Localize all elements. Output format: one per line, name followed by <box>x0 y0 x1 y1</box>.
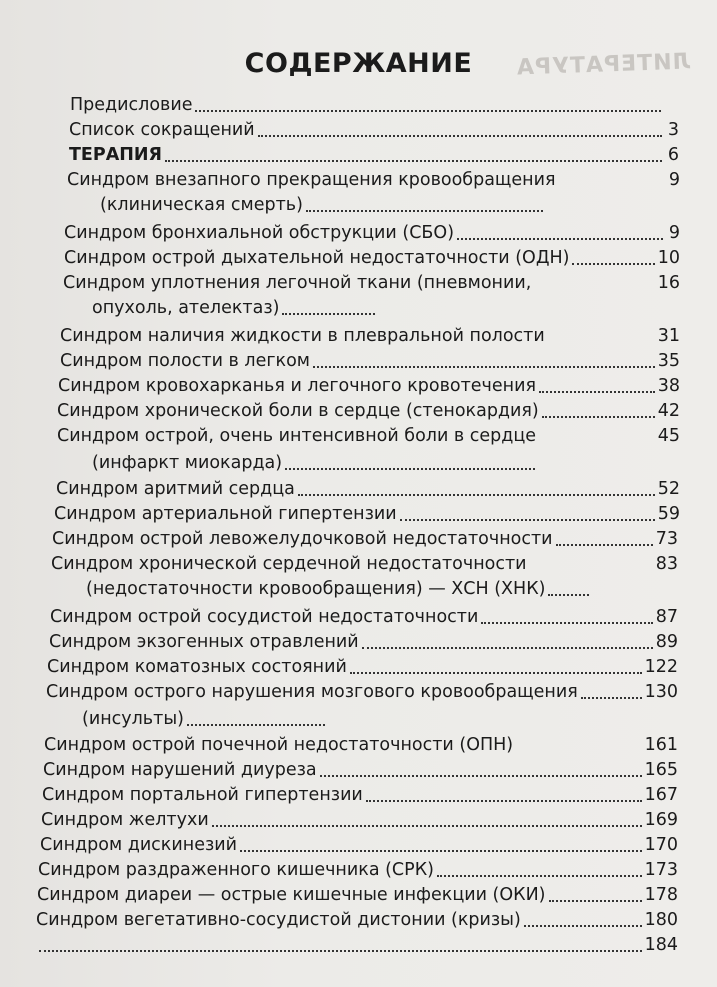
dot-leader <box>524 925 642 927</box>
toc-entry-page: 130 <box>644 682 678 702</box>
toc-entry-page: 178 <box>644 885 678 905</box>
toc-entry[interactable] <box>64 222 680 244</box>
dot-leader <box>285 468 535 470</box>
toc-entry-title: Синдром уплотнения легочной ткани (пневмонии, <box>63 273 532 293</box>
toc-entry-page: 167 <box>644 785 678 805</box>
toc-entry-title: Синдром аритмий сердца <box>56 479 295 499</box>
toc-entry-page: 52 <box>657 479 680 499</box>
toc-entry-title: (инфаркт миокарда) <box>92 453 283 473</box>
dot-leader <box>282 313 375 315</box>
toc-entry[interactable] <box>44 734 678 756</box>
toc-entry-title: (клиническая смерть) <box>100 195 303 215</box>
toc-entry-title: опухоль, ателектаз) <box>92 298 280 318</box>
toc-entry-title: Синдром диареи — острые кишечные инфекции (ОКИ) <box>37 885 546 905</box>
toc-entry-title: Синдром артериальной гипертензии <box>54 504 397 524</box>
dot-leader <box>534 288 654 290</box>
toc-entry[interactable] <box>70 94 678 116</box>
dot-leader <box>457 238 663 240</box>
dot-leader <box>542 416 655 418</box>
dot-leader <box>187 724 325 726</box>
toc-entry-title: Синдром желтухи <box>41 810 209 830</box>
toc-entry-page: 59 <box>657 504 680 524</box>
toc-entry-page: 42 <box>657 401 680 421</box>
toc-entry[interactable] <box>41 809 678 831</box>
toc-entry-continuation[interactable] <box>92 452 552 474</box>
toc-entry-page: 10 <box>657 248 680 268</box>
dot-leader <box>240 850 642 852</box>
toc-entry-page: 89 <box>655 632 678 652</box>
toc-entry-title: (недостаточности кровообращения) — ХСН (ХНК) <box>86 579 546 599</box>
toc-entry[interactable] <box>67 169 680 191</box>
dot-leader <box>350 672 642 674</box>
toc-entry[interactable] <box>52 528 678 550</box>
toc-entry-page: 3 <box>667 120 679 140</box>
toc-entry[interactable] <box>69 119 679 141</box>
dot-leader <box>559 185 663 187</box>
toc-entry-page: 83 <box>655 554 678 574</box>
toc-entry[interactable] <box>56 478 680 500</box>
dot-leader <box>39 950 642 952</box>
toc-entry-page: 9 <box>668 170 680 190</box>
toc-entry-title: Предисловие <box>70 95 193 115</box>
dot-leader <box>581 697 642 699</box>
toc-entry[interactable] <box>42 784 678 806</box>
toc-entry-title: Синдром острой почечной недостаточности (ОПН) <box>44 735 514 755</box>
toc-entry[interactable] <box>36 934 678 956</box>
dot-leader <box>516 750 641 752</box>
toc-entry[interactable] <box>40 834 678 856</box>
toc-entry-page: 173 <box>644 860 678 880</box>
toc-entry[interactable] <box>47 656 678 678</box>
dot-leader <box>530 569 653 571</box>
toc-entry-page: 161 <box>644 735 678 755</box>
toc-entry-title: Синдром вегетативно-сосудистой дистонии (кризы) <box>36 910 521 930</box>
dot-leader <box>572 263 654 265</box>
toc-entry[interactable] <box>36 909 678 931</box>
dot-leader <box>165 160 662 162</box>
page-title: СОДЕРЖАНИЕ <box>244 48 473 79</box>
toc-entry-title: Синдром хронической боли в сердце (стенокардия) <box>57 401 539 421</box>
toc-entry[interactable] <box>63 272 680 294</box>
toc-entry[interactable] <box>60 325 680 347</box>
toc-entry-title: Синдром острой, очень интенсивной боли в сердце <box>57 426 537 446</box>
toc-entry-page: 184 <box>644 935 678 955</box>
toc-entry-continuation[interactable] <box>86 578 606 600</box>
toc-entry-continuation[interactable] <box>100 194 560 216</box>
toc-entry-title: Синдром острого нарушения мозгового кровообращения <box>46 682 578 702</box>
toc-entry-title: Синдром коматозных состояний <box>47 657 347 677</box>
dot-leader <box>362 647 653 649</box>
toc-entry-title: (инсульты) <box>82 709 184 729</box>
dot-leader <box>306 210 543 212</box>
toc-entry-page: 169 <box>644 810 678 830</box>
toc-entry[interactable] <box>46 681 678 703</box>
toc-entry[interactable] <box>43 759 678 781</box>
toc-entry-page: 165 <box>644 760 678 780</box>
toc-entry-title: Синдром портальной гипертензии <box>42 785 363 805</box>
toc-entry-page: 45 <box>657 426 680 446</box>
toc-entry-title: Синдром дискинезий <box>40 835 238 855</box>
dot-leader <box>195 110 661 112</box>
dot-leader <box>556 544 653 546</box>
dot-leader <box>400 519 655 521</box>
toc-entry-section[interactable] <box>69 144 679 166</box>
toc-entry-title: Синдром полости в легком <box>60 351 311 371</box>
dot-leader <box>548 594 589 596</box>
toc-entry[interactable] <box>58 375 680 397</box>
dot-leader <box>298 494 655 496</box>
toc-entry-title: Синдром острой левожелудочковой недостаточности <box>52 529 553 549</box>
toc-entry[interactable] <box>38 859 678 881</box>
dot-leader <box>320 775 642 777</box>
dot-leader <box>212 825 642 827</box>
toc-entry-title: Синдром экзогенных отравлений <box>49 632 359 652</box>
toc-entry-page: 87 <box>655 607 678 627</box>
dot-leader <box>313 366 655 368</box>
toc-entry-title: Синдром наличия жидкости в плевральной полости <box>60 326 545 346</box>
toc-entry-page: 170 <box>644 835 678 855</box>
dot-leader <box>548 341 655 343</box>
toc-entry-page: 73 <box>655 529 678 549</box>
toc-entry-title: Список сокращений <box>69 120 255 140</box>
toc-entry[interactable] <box>60 350 680 372</box>
toc-entry-page: 6 <box>667 145 679 165</box>
toc-entry-title: Синдром хронической сердечной недостаточности <box>51 554 527 574</box>
toc-entry-title: Синдром внезапного прекращения кровообращения <box>67 170 556 190</box>
dot-leader <box>539 391 655 393</box>
toc-entry[interactable] <box>49 631 678 653</box>
dot-leader <box>366 800 642 802</box>
toc-entry[interactable] <box>37 884 678 906</box>
toc-entry-page: 38 <box>657 376 680 396</box>
toc-entry[interactable] <box>57 400 680 422</box>
toc-entry[interactable] <box>50 606 678 628</box>
toc-entry-title: Синдром бронхиальной обструкции (СБО) <box>64 223 455 243</box>
toc-entry-page: 16 <box>657 273 680 293</box>
toc-entry-page: 180 <box>644 910 678 930</box>
toc-entry-continuation[interactable] <box>82 708 342 730</box>
toc-entry[interactable] <box>64 247 680 269</box>
dot-leader <box>539 441 655 443</box>
toc-entry-continuation[interactable] <box>92 297 392 319</box>
toc-entry-page: 31 <box>657 326 680 346</box>
bleed-through-text: ЛИТЕРАТУРА <box>515 49 692 81</box>
toc-entry-title: ТЕРАПИЯ <box>69 145 163 165</box>
dot-leader <box>258 135 662 137</box>
toc-entry-page: 9 <box>668 223 680 243</box>
toc-entry-title: Синдром раздраженного кишечника (СРК) <box>38 860 434 880</box>
toc-entry-page: 122 <box>644 657 678 677</box>
dot-leader <box>437 875 642 877</box>
toc-entry-page: 35 <box>657 351 680 371</box>
toc-entry[interactable] <box>54 503 680 525</box>
toc-entry[interactable] <box>51 553 678 575</box>
toc-entry-title: Синдром острой дыхательной недостаточности (ОДН) <box>64 248 570 268</box>
toc-entry-title: Синдром острой сосудистой недостаточности <box>50 607 479 627</box>
toc-entry[interactable] <box>57 425 680 447</box>
toc-entry-title: Синдром нарушений диуреза <box>43 760 317 780</box>
toc-entry-title: Синдром кровохарканья и легочного кровотечения <box>58 376 537 396</box>
dot-leader <box>481 622 652 624</box>
dot-leader <box>549 900 642 902</box>
